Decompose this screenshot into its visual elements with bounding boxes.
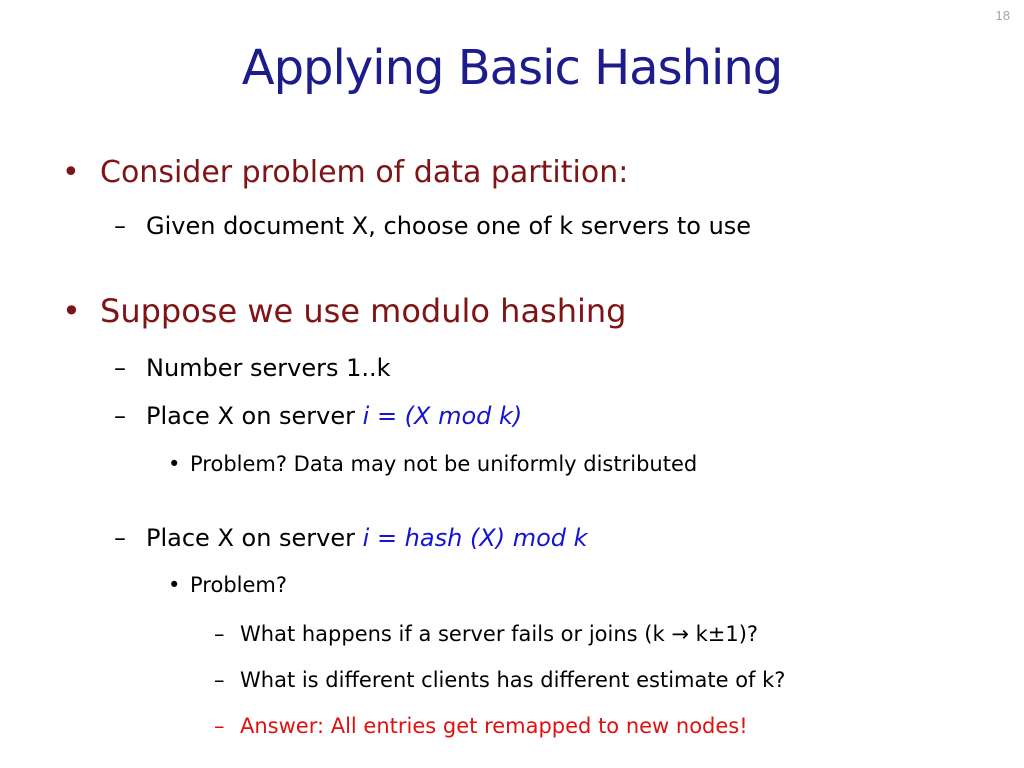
bullet-marker: • [62,292,81,330]
level4-text: What happens if a server fails or joins (k [240,622,672,646]
answer-text: Answer: All entries get remapped to new nodes! [240,714,748,738]
subbullet-text: Place X on server [146,402,363,430]
bullet-text: Suppose we use modulo hashing [100,292,627,330]
dash-marker: – [214,714,225,738]
dash-marker: – [214,622,225,646]
bullet-marker: • [168,573,181,597]
dash-marker: – [114,212,126,240]
level4-text-tail: k±1)? [688,622,759,646]
level4-text: What is different clients has different estimate of k? [240,668,786,692]
subbullet-text: Place X on server [146,524,363,552]
dash-marker: – [114,354,126,382]
subbullet-text: Given document X, choose one of k servers to use [146,212,752,240]
subsubbullet-text: Problem? [190,573,288,597]
subsubbullet-text: Problem? Data may not be uniformly distributed [190,452,698,476]
dash-marker: – [214,668,225,692]
formula-text: i = (X mod k) [362,402,523,430]
formula-text: i = hash (X) mod k [362,524,588,552]
bullet-marker: • [168,452,181,476]
subbullet-text: Number servers 1..k [146,354,391,382]
bullet-marker: • [62,155,80,190]
slide-number: 18 [995,8,1010,23]
bullet-text: Consider problem of data partition: [100,155,629,190]
arrow-icon: → [671,622,689,646]
dash-marker: – [114,402,126,430]
dash-marker: – [114,524,126,552]
slide-title: Applying Basic Hashing [241,40,783,96]
